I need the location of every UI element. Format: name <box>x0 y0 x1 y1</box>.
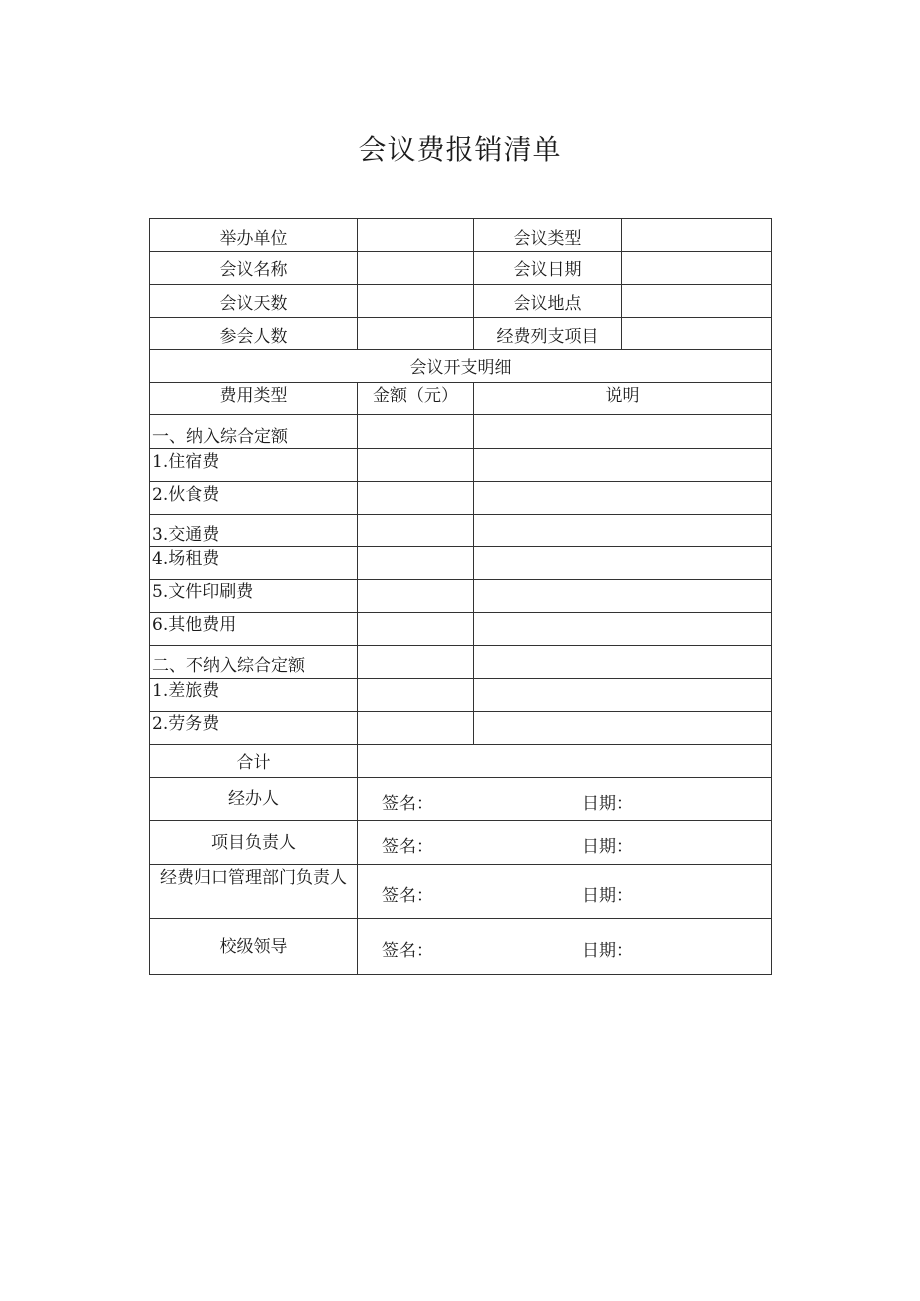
group1-note[interactable] <box>473 414 772 449</box>
group1-amount[interactable] <box>357 414 474 449</box>
other-amount[interactable] <box>357 612 474 646</box>
other-note[interactable] <box>473 612 772 646</box>
lodging-amount[interactable] <box>357 448 474 482</box>
signature-role-project-lead: 项目负责人 <box>149 820 358 865</box>
place-label: 会议地点 <box>473 284 622 318</box>
attendees-label: 参会人数 <box>149 317 358 350</box>
group1-label: 一、纳入综合定额 <box>149 414 358 449</box>
total-label: 合计 <box>149 744 358 778</box>
date-label: 日期： <box>582 941 633 961</box>
signature-role-handler: 经办人 <box>149 777 358 821</box>
expense-item-printing: 5.文件印刷费 <box>149 579 358 613</box>
total-value[interactable] <box>357 744 772 778</box>
date-label: 日期： <box>582 886 633 906</box>
col-header-note: 说明 <box>473 382 772 415</box>
detail-section-title: 会议开支明细 <box>149 349 772 383</box>
meals-note[interactable] <box>473 481 772 515</box>
venue-amount[interactable] <box>357 546 474 580</box>
days-label: 会议天数 <box>149 284 358 318</box>
days-value[interactable] <box>357 284 474 318</box>
group2-label: 二、不纳入综合定额 <box>149 645 358 679</box>
lodging-note[interactable] <box>473 448 772 482</box>
sign-label: 签名： <box>382 794 433 814</box>
travel-note[interactable] <box>473 678 772 712</box>
name-value[interactable] <box>357 251 474 285</box>
date-label: 会议日期 <box>473 251 622 285</box>
signature-role-dept-head: 经费归口管理部门负责人 <box>149 864 358 919</box>
sign-label: 签名： <box>382 941 433 961</box>
budget-item-value[interactable] <box>621 317 772 350</box>
labor-amount[interactable] <box>357 711 474 745</box>
attendees-value[interactable] <box>357 317 474 350</box>
expense-item-travel: 1.差旅费 <box>149 678 358 712</box>
host-label: 举办单位 <box>149 218 358 252</box>
venue-note[interactable] <box>473 546 772 580</box>
place-value[interactable] <box>621 284 772 318</box>
budget-item-label: 经费列支项目 <box>473 317 622 350</box>
date-label: 日期： <box>582 794 633 814</box>
travel-amount[interactable] <box>357 678 474 712</box>
sign-label: 签名： <box>382 837 433 857</box>
page-title: 会议费报销清单 <box>358 133 562 166</box>
type-value[interactable] <box>621 218 772 252</box>
type-label: 会议类型 <box>473 218 622 252</box>
transport-note[interactable] <box>473 514 772 547</box>
col-header-amount: 金额（元） <box>357 382 474 415</box>
meals-amount[interactable] <box>357 481 474 515</box>
group2-amount[interactable] <box>357 645 474 679</box>
expense-item-meals: 2.伙食费 <box>149 481 358 515</box>
col-header-type: 费用类型 <box>149 382 358 415</box>
sign-label: 签名： <box>382 886 433 906</box>
expense-item-venue: 4.场租费 <box>149 546 358 580</box>
printing-note[interactable] <box>473 579 772 613</box>
expense-item-transport: 3.交通费 <box>149 514 358 547</box>
expense-item-other: 6.其他费用 <box>149 612 358 646</box>
signature-role-school-leader: 校级领导 <box>149 918 358 975</box>
printing-amount[interactable] <box>357 579 474 613</box>
expense-item-labor: 2.劳务费 <box>149 711 358 745</box>
expense-item-lodging: 1.住宿费 <box>149 448 358 482</box>
date-value[interactable] <box>621 251 772 285</box>
host-value[interactable] <box>357 218 474 252</box>
date-label: 日期： <box>582 837 633 857</box>
transport-amount[interactable] <box>357 514 474 547</box>
group2-note[interactable] <box>473 645 772 679</box>
name-label: 会议名称 <box>149 251 358 285</box>
labor-note[interactable] <box>473 711 772 745</box>
